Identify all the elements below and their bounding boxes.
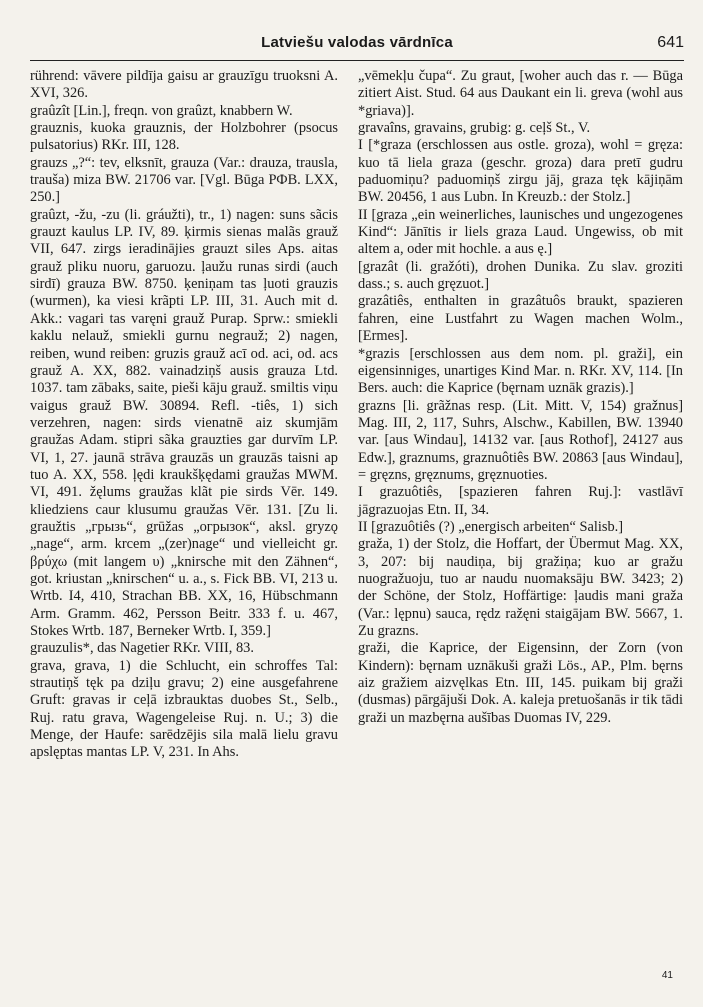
- entry: grava, grava, 1) die Schlucht, ein schroffes Tal: strautiņš tęk pa dziļu gravu; 2) eine ausgefahrene Gruft: gravas ir ceļā izbrauktas duobes St., Selb., Ruj. ratu grava, Wagengeleise Ruj. n. U.; 3) die Menge, der Haufe: sarēdzējis sila malā lielu gravu apslęptas mantas LP. V, 231. In Ahs.: [30, 657, 338, 761]
- entry: grauzs „?“: tev, elksnīt, grauza (Var.: drauza, trausla, trauša) miza BW. 21706 var. [Vgl. Būga РФВ. LXX, 250.]: [30, 154, 338, 206]
- entry: *grazis [erschlossen aus dem nom. pl. graži], ein eigensinniges, unartiges Kind Mar. n. RKr. XV, 114. [In Bers. auch: die Kaprice (bęrnam uznāk grazis).]: [358, 345, 683, 397]
- entry: grazns [li. grãžnas resp. (Lit. Mitt. V, 154) gražnus] Mag. III, 2, 117, Suhrs, Alschw., Kabillen, BW. 13940 var. [aus Windau], 14132 var. [aus Rothof], 24127 aus Edw.], graznums, graznuôtiês BW. 20863 [aus Windau], = gręzns, gręznums, gręznuoties.: [358, 397, 683, 483]
- entry: graûzît [Lin.], freqn. von graûzt, knabbern W.: [30, 102, 293, 119]
- entry: grazâtiês, enthalten in grazâtuôs braukt, spazieren fahren, eine Lustfahrt zu Wagen machen Wolm., [Ermes].: [358, 293, 683, 345]
- entry: I grazuôtiês, [spazieren fahren Ruj.]: vastlāvī jāgrazuojas Etn. II, 34.: [358, 484, 683, 518]
- entry: grauznis, kuoka grauznis, der Holzbohrer (psocus pulsatorius) RKr. III, 128.: [30, 120, 338, 154]
- page-number: 641: [657, 34, 684, 51]
- entry: [grazât (li. gražóti), drohen Dunika. Zu slav. groziti dass.; s. auch gręzuot.]: [358, 258, 683, 293]
- entry: II [grazuôtiês (?) „energisch arbeiten“ Salisb.]: [358, 518, 624, 535]
- entry: graža, 1) der Stolz, die Hoffart, der Übermut Mag. XX, 3, 207: bij naudiņa, bij gražiņa; kuo ar gražu nuogražuoju, tuo ar naudu nuomaksāju BW. 3423; 2) der Schöne, der Stolz, Hoffärtige: ļaudis mani graža (Var.: lępnu) sauca, rędz ražęni staigājam BW. 5667, 1. Zu grazns.: [358, 536, 683, 639]
- entry: gravaîns, gravains, grubig: g. ceļš St., V.: [358, 120, 591, 137]
- entry: „vēmekļu čupa“. Zu graut, [woher auch das r. — Būga zitiert Aist. Stud. 64 aus Daukant ein li. greva (wohl aus *griava)].: [358, 68, 683, 119]
- signature-mark: 41: [661, 970, 673, 981]
- right-column: [358, 68, 683, 727]
- left-column: [30, 68, 338, 762]
- header-title: Latviešu valodas vārdnīca: [261, 34, 453, 51]
- entry: graži, die Kaprice, der Eigensinn, der Zorn (von Kindern): bęrnam uznākuši graži Lös., AP., Plm. bęrns aiz gražiem aizvęlkas Etn. III, 145. puikam bij graži (dusmas) pārgājuši Dok. A. kaleja pretuošanās ir tik tādi graži un mazbęrna aušības Duomas IV, 229.: [358, 640, 683, 726]
- header-rule: [30, 60, 684, 61]
- entry: rührend: vāvere pildīja gaisu ar grauzīgu truoksni A. XVI, 326.: [30, 68, 338, 102]
- running-header: [30, 34, 684, 58]
- entry: I [*graza (erschlossen aus ostle. groza), wohl = gręza: kuo tā liela graza (geschr. groza) dara pretī gudru paduomiņu? paduomiņš zirgu jāj, graza tęk kājiņām BW. 20456, 1 aus Lubn. In Kreuzb.: der Stolz.]: [358, 137, 683, 206]
- entry: graûzt, -žu, -zu (li. gráužti), tr., 1) nagen: suns sãcis grauzt kaulus LP. IV, 89. ķirmis sienas malãs grauž VII, 647. zirgs ieradinājies grauzt siles Aps. aitas grauž pliku nuoru, garuozu. ļaužu runas sirdi (auch sirdī) grauza BW. 8750. ķeniņam tas ļuoti grauzis (wurmen), ka viesi krãpti LP. III, 31. Auch mit d. Akk.: vagari tas varęni grauž Purap. Sprw.: smiekli kaklu nelauž, smiekli gurnu negrauž; 2) nagen, reiben, wund reiben: gruzis grauž acī od. aci, od. acs grauž A. XX, 882. vainadziņš ausis grauza Ltd. 1037. tam zābaks, saite, pieši kāju grauž. smiltis viņu vaigus grauž BW. 30894. Refl. -tiês, 1) sich verzehren, nagen: sirds vienatnē aiz skumjām graužas Adam. stipri sãka grauzties gar durvīm LP. VI, 1, 27. jaunā strāva grauzās un grauzās taisni ap tuo A. XX, 558. ļędi kraukšķędami graužas MWM. VI, 491. žęlums graužas klãt pie sirds Vēr. 149. kliedziens caur klusumu graužas Vēr. 131. [Zu li. graužtis „грызь“, grūžas „огрызок“, aksl. gryzǫ „nage“, arm. krcem „(zer)nage“ und vielleicht gr. βρύχω (mit langem υ) „knirsche mit den Zähnen“, got. kriustan „knirschen“ u. a., s. Fick BB. VI, 213 u. Wrtb. I4, 410, Strachan BB. XX, 16, Hübschmann Arm. Gramm. 462, Persson Beitr. 333 f. u. 467, Stokes Wrtb. 187, Berneker Wrtb. I, 359.]: [30, 206, 338, 639]
- entry: grauzulis*, das Nagetier RKr. VIII, 83.: [30, 640, 254, 657]
- entry: II [graza „ein weinerliches, launisches und ungezogenes Kind“: Jānītis ir liels graza Laud. Ungewiss, ob mit altem a, oder mit hochle. a aus ę.]: [358, 206, 683, 258]
